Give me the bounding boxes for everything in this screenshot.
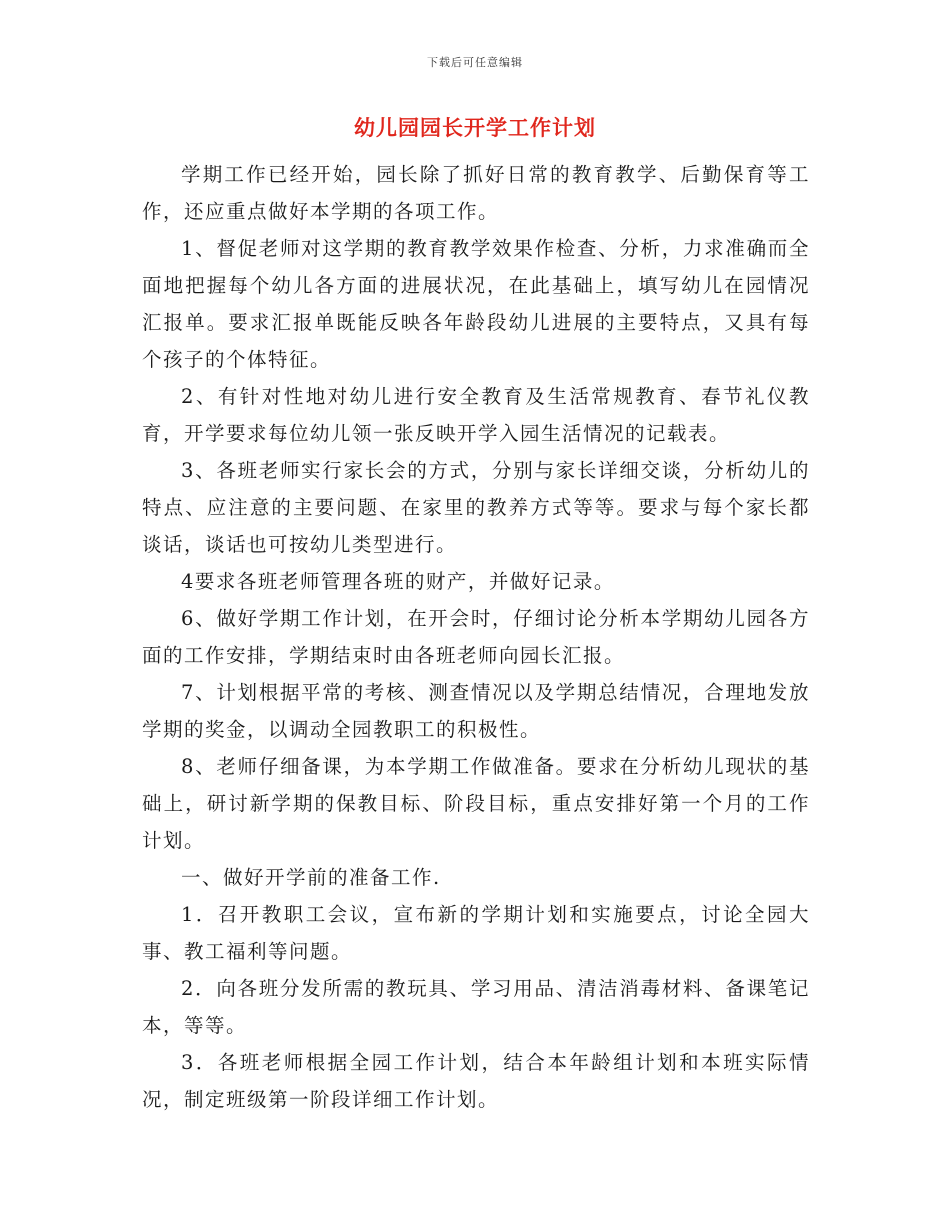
- document-body: [142, 156, 810, 1118]
- paragraph-prep-3: 3．各班老师根据全园工作计划，结合本年龄组计划和本班实际情况，制定班级第一阶段详细工作计划。: [142, 1051, 810, 1111]
- paragraph-item-4: 4要求各班老师管理各班的财产，并做好记录。: [181, 570, 615, 593]
- paragraph-prep-2: 2．向各班分发所需的教玩具、学习用品、清洁消毒材料、备课笔记本，等等。: [142, 977, 810, 1037]
- paragraph-item-6: 6、做好学期工作计划，在开会时，仔细讨论分析本学期幼儿园各方面的工作安排，学期结束时由各班老师向园长汇报。: [142, 607, 810, 667]
- paragraph-item-7: 7、计划根据平常的考核、测查情况以及学期总结情况，合理地发放学期的奖金，以调动全园教职工的积极性。: [142, 681, 810, 741]
- header-note: 下载后可任意编辑: [427, 56, 523, 69]
- paragraph-item-8: 8、老师仔细备课，为本学期工作做准备。要求在分析幼儿现状的基础上，研讨新学期的保教目标、阶段目标，重点安排好第一个月的工作计划。: [142, 755, 810, 852]
- paragraph-item-1: 1、督促老师对这学期的教育教学效果作检查、分析，力求准确而全面地把握每个幼儿各方面的进展状况，在此基础上，填写幼儿在园情况汇报单。要求汇报单既能反映各年龄段幼儿进展的主要特点，又具有每个孩子的个体特征。: [142, 237, 810, 371]
- paragraph-item-3: 3、各班老师实行家长会的方式，分别与家长详细交谈，分析幼儿的特点、应注意的主要问题、在家里的教养方式等等。要求与每个家长都谈话，谈话也可按幼儿类型进行。: [142, 459, 810, 556]
- paragraph-prep-1: 1．召开教职工会议，宣布新的学期计划和实施要点，讨论全园大事、教工福利等问题。: [142, 903, 810, 963]
- paragraph-item-2: 2、有针对性地对幼儿进行安全教育及生活常规教育、春节礼仪教育，开学要求每位幼儿领一张反映开学入园生活情况的记载表。: [142, 385, 810, 445]
- section-heading-preparation: 一、做好开学前的准备工作.: [181, 866, 441, 889]
- paragraph-intro: 学期工作已经开始，园长除了抓好日常的教育教学、后勤保育等工作，还应重点做好本学期的各项工作。: [142, 163, 810, 223]
- document-title: 幼儿园园长开学工作计划: [354, 115, 596, 140]
